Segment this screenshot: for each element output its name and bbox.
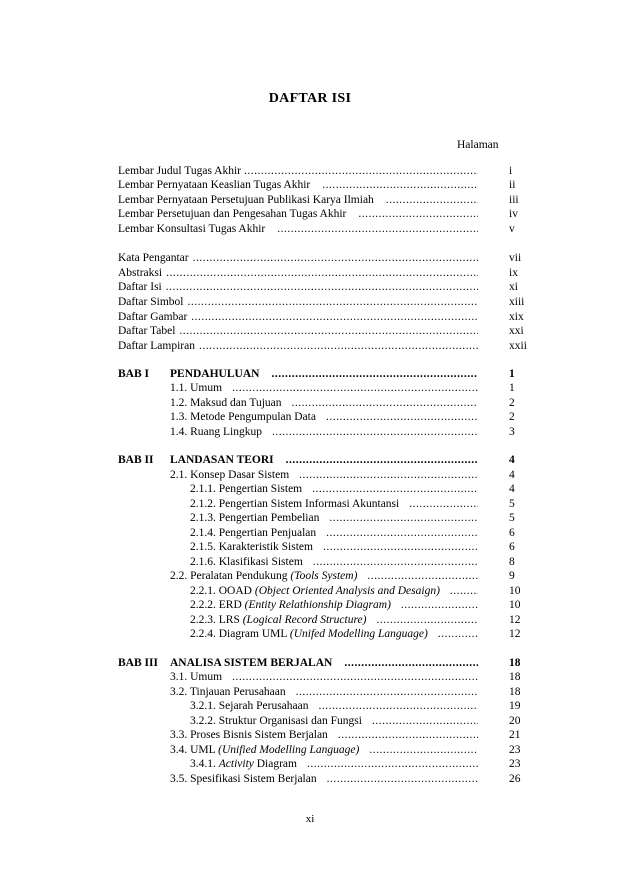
toc-entry-section bbox=[170, 410, 478, 425]
toc-entry-section bbox=[190, 757, 478, 772]
toc-entry-section bbox=[170, 728, 478, 743]
toc-entry-label bbox=[170, 656, 332, 671]
toc-entry-label bbox=[118, 266, 162, 281]
toc-entry-label bbox=[118, 178, 310, 193]
toc-entry-label bbox=[190, 540, 313, 555]
toc-entry-section bbox=[190, 627, 478, 642]
toc-entry-text: LANDASAN TEORI bbox=[170, 454, 274, 466]
toc-page-number: 10 bbox=[509, 599, 521, 611]
dot-leader bbox=[166, 266, 478, 281]
dot-leader bbox=[369, 743, 478, 758]
toc-entry-text: Lembar Persetujuan dan Pengesahan Tugas Akhir bbox=[118, 208, 347, 220]
toc-page-number: 2 bbox=[509, 397, 515, 409]
toc-entry-list bbox=[118, 266, 478, 281]
toc-entry-list bbox=[118, 251, 478, 266]
dot-leader bbox=[166, 280, 478, 295]
toc-entry-text: 2.1. Konsep Dasar Sistem bbox=[170, 469, 290, 481]
toc-entry-italic-text: (Logical Record Structure) bbox=[242, 614, 367, 626]
toc-entry-label bbox=[118, 164, 241, 179]
toc-page-number: vii bbox=[509, 252, 522, 264]
toc-page-number: 1 bbox=[509, 382, 515, 394]
dot-leader bbox=[313, 555, 478, 570]
toc-entry-section bbox=[170, 396, 478, 411]
dot-leader bbox=[191, 310, 478, 325]
dot-leader bbox=[344, 656, 478, 671]
toc-page-number: 21 bbox=[509, 729, 521, 741]
dot-leader bbox=[179, 324, 478, 339]
toc-page-number: 6 bbox=[509, 527, 515, 539]
toc-page-number: ix bbox=[509, 267, 518, 279]
toc-page-number: iii bbox=[509, 194, 519, 206]
chapter-title bbox=[170, 367, 478, 382]
toc-page-number: 12 bbox=[509, 614, 521, 626]
toc-entry-label bbox=[170, 728, 328, 743]
toc-entry-text: Abstraksi bbox=[118, 267, 163, 279]
toc-page-number: i bbox=[509, 165, 513, 177]
dot-leader bbox=[401, 598, 478, 613]
toc-entry-list bbox=[118, 280, 478, 295]
toc-entry-label bbox=[170, 772, 317, 787]
toc-entry-section bbox=[170, 569, 478, 584]
toc-entry-text: 3.3. Proses Bisnis Sistem Berjalan bbox=[170, 729, 328, 741]
dot-leader bbox=[338, 728, 478, 743]
dot-leader bbox=[232, 381, 478, 396]
toc-page-number: 19 bbox=[509, 700, 521, 712]
toc-entry-section bbox=[170, 425, 478, 440]
chapter-number: BAB II bbox=[118, 454, 154, 466]
toc-entry-text: 2.1.4. Pengertian Penjualan bbox=[190, 527, 317, 539]
dot-leader bbox=[386, 193, 478, 208]
toc-entry-text: 2.2.4. Diagram UML bbox=[190, 628, 287, 640]
toc-entry-label bbox=[118, 324, 175, 339]
toc-page-number: 8 bbox=[509, 556, 515, 568]
toc-entry-front-matter bbox=[118, 164, 478, 179]
dot-leader bbox=[292, 396, 479, 411]
dot-leader bbox=[358, 207, 478, 222]
toc-entry-section bbox=[190, 584, 478, 599]
chapter-title bbox=[170, 453, 478, 468]
toc-entry-text: 2.2.3. LRS bbox=[190, 614, 240, 626]
toc-entry-text: 2.1.2. Pengertian Sistem Informasi Akuntansi bbox=[190, 498, 400, 510]
toc-page-number: xiii bbox=[509, 296, 525, 308]
dot-leader bbox=[296, 685, 478, 700]
toc-page-number: 18 bbox=[509, 671, 521, 683]
toc-entry-text: 2.2.1. OOAD bbox=[190, 585, 252, 597]
toc-entry-label bbox=[190, 627, 428, 642]
toc-entry-label bbox=[118, 193, 374, 208]
toc-entry-section bbox=[190, 598, 478, 613]
toc-entry-text: 1.2. Maksud dan Tujuan bbox=[170, 397, 282, 409]
toc-entry-text: Daftar Isi bbox=[118, 281, 162, 293]
toc-entry-italic-text: (Unifed Modelling Language) bbox=[289, 628, 428, 640]
toc-entry-label bbox=[170, 743, 359, 758]
toc-page-number: iv bbox=[509, 208, 518, 220]
dot-leader bbox=[409, 497, 478, 512]
toc-entry-label bbox=[170, 367, 259, 382]
toc-page-number: xxi bbox=[509, 325, 524, 337]
toc-entry-text: Diagram bbox=[256, 758, 297, 770]
toc-entry-italic-text: (Entity Relathionship Diagram) bbox=[244, 599, 391, 611]
toc-entry-text: 2.1.6. Klasifikasi Sistem bbox=[190, 556, 303, 568]
chapter-title bbox=[170, 656, 478, 671]
toc-entry-section bbox=[170, 685, 478, 700]
dot-leader bbox=[329, 511, 478, 526]
toc-page-number: 26 bbox=[509, 773, 521, 785]
toc-page-number: xxii bbox=[509, 340, 527, 352]
toc-entry-label bbox=[170, 410, 316, 425]
toc-entry-label bbox=[118, 295, 183, 310]
page-number-footer: xi bbox=[305, 813, 315, 825]
toc-entry-front-matter bbox=[118, 222, 478, 237]
page-title: DAFTAR ISI bbox=[268, 91, 352, 106]
toc-entry-list bbox=[118, 295, 478, 310]
dot-leader bbox=[326, 526, 478, 541]
toc-entry-text: Lembar Judul Tugas Akhir bbox=[118, 165, 241, 177]
toc-entry-label bbox=[170, 569, 357, 584]
toc-entry-label bbox=[190, 757, 297, 772]
toc-entry-section bbox=[190, 482, 478, 497]
toc-page-number: 3 bbox=[509, 426, 515, 438]
toc-entry-section bbox=[170, 381, 478, 396]
toc-entry-text: 2.2. Peralatan Pendukung bbox=[170, 570, 288, 582]
toc-entry-text: 3.2.1. Sejarah Perusahaan bbox=[190, 700, 309, 712]
toc-page-number: v bbox=[509, 223, 515, 235]
dot-leader bbox=[271, 367, 478, 382]
dot-leader bbox=[272, 425, 478, 440]
toc-entry-label bbox=[170, 453, 274, 468]
toc-entry-section bbox=[190, 699, 478, 714]
toc-page-number: 4 bbox=[509, 469, 515, 481]
toc-page-number: 20 bbox=[509, 715, 521, 727]
toc-entry-section bbox=[170, 468, 478, 483]
toc-entry-label bbox=[190, 511, 319, 526]
toc-entry-label bbox=[190, 482, 302, 497]
halaman-header: Halaman bbox=[457, 139, 499, 151]
toc-entry-text: 3.5. Spesifikasi Sistem Berjalan bbox=[170, 773, 317, 785]
toc-page-number: 9 bbox=[509, 570, 515, 582]
toc-page-number: xi bbox=[509, 281, 518, 293]
dot-leader bbox=[232, 670, 478, 685]
toc-entry-section bbox=[190, 511, 478, 526]
dot-leader bbox=[367, 569, 478, 584]
toc-entry-label bbox=[190, 526, 316, 541]
toc-page-number: 6 bbox=[509, 541, 515, 553]
toc-entry-text: 3.1. Umum bbox=[170, 671, 223, 683]
dot-leader bbox=[312, 482, 478, 497]
toc-entry-italic-text: (Unified Modelling Language) bbox=[218, 744, 360, 756]
toc-entry-label bbox=[190, 613, 366, 628]
dot-leader bbox=[187, 295, 478, 310]
toc-page-number: 4 bbox=[509, 483, 515, 495]
toc-entry-label bbox=[118, 339, 195, 354]
toc-page-number: 12 bbox=[509, 628, 521, 640]
toc-entry-front-matter bbox=[118, 193, 478, 208]
toc-entry-text: Daftar Simbol bbox=[118, 296, 184, 308]
toc-page-number: 1 bbox=[509, 368, 515, 380]
chapter-number: BAB III bbox=[118, 657, 158, 669]
toc-entry-italic-text: (Object Oriented Analysis and Desaign) bbox=[254, 585, 440, 597]
toc-entry-label bbox=[170, 381, 222, 396]
toc-entry-section bbox=[170, 743, 478, 758]
toc-entry-text: 3.4.1. bbox=[190, 758, 216, 770]
toc-entry-text: 2.2.2. ERD bbox=[190, 599, 242, 611]
dot-leader bbox=[299, 468, 478, 483]
dot-leader bbox=[327, 772, 478, 787]
toc-entry-label bbox=[170, 685, 286, 700]
toc-page-number: 10 bbox=[509, 585, 521, 597]
toc-entry-label bbox=[190, 555, 303, 570]
dot-leader bbox=[376, 613, 478, 628]
toc-page-number: 23 bbox=[509, 744, 521, 756]
toc-entry-label bbox=[118, 251, 189, 266]
dot-leader bbox=[286, 453, 478, 468]
toc-entry-label bbox=[118, 222, 265, 237]
toc-page-number: 18 bbox=[509, 657, 521, 669]
toc-entry-italic-text: Activity bbox=[218, 758, 254, 770]
toc-entry-text: PENDAHULUAN bbox=[170, 368, 260, 380]
dot-leader bbox=[307, 757, 478, 772]
toc-page-number: xix bbox=[509, 311, 524, 323]
toc-entry-text: 3.2. Tinjauan Perusahaan bbox=[170, 686, 286, 698]
toc-entry-text: 2.1.5. Karakteristik Sistem bbox=[190, 541, 313, 553]
toc-entry-section bbox=[190, 497, 478, 512]
toc-entry-label bbox=[190, 714, 362, 729]
toc-entry-section bbox=[190, 613, 478, 628]
dot-leader bbox=[323, 540, 478, 555]
toc-entry-text: 1.1. Umum bbox=[170, 382, 223, 394]
toc-entry-text: Lembar Konsultasi Tugas Akhir bbox=[118, 223, 266, 235]
toc-entry-label bbox=[170, 425, 262, 440]
toc-entry-text: ANALISA SISTEM BERJALAN bbox=[170, 657, 333, 669]
toc-entry-text: Daftar Tabel bbox=[118, 325, 176, 337]
toc-entry-text: 1.3. Metode Pengumpulan Data bbox=[170, 411, 316, 423]
toc-entry-label bbox=[118, 207, 346, 222]
toc-entry-text: Kata Pengantar bbox=[118, 252, 189, 264]
toc-entry-label bbox=[118, 310, 187, 325]
toc-entry-label bbox=[190, 584, 440, 599]
toc-page-number: 5 bbox=[509, 512, 515, 524]
toc-entry-text: 2.1.1. Pengertian Sistem bbox=[190, 483, 303, 495]
toc-entry-list bbox=[118, 324, 478, 339]
toc-entry-text: 3.2.2. Struktur Organisasi dan Fungsi bbox=[190, 715, 362, 727]
dot-leader bbox=[244, 164, 478, 179]
toc-entry-label bbox=[190, 497, 399, 512]
toc-entry-text: 3.4. UML bbox=[170, 744, 216, 756]
dot-leader bbox=[193, 251, 478, 266]
toc-entry-text: Lembar Pernyataan Keaslian Tugas Akhir bbox=[118, 179, 311, 191]
toc-page-number: 4 bbox=[509, 454, 515, 466]
toc-entry-list bbox=[118, 310, 478, 325]
toc-entry-label bbox=[170, 670, 222, 685]
toc-entry-label bbox=[190, 598, 391, 613]
chapter-number: BAB I bbox=[118, 368, 149, 380]
toc-entry-section bbox=[190, 526, 478, 541]
toc-entry-list bbox=[118, 339, 478, 354]
toc-entry-text: Daftar Gambar bbox=[118, 311, 188, 323]
toc-page-number: ii bbox=[509, 179, 516, 191]
dot-leader bbox=[372, 714, 478, 729]
toc-entry-label bbox=[118, 280, 162, 295]
toc-entry-label bbox=[170, 468, 289, 483]
dot-leader bbox=[438, 627, 478, 642]
toc-entry-text: Daftar Lampiran bbox=[118, 340, 195, 352]
toc-page-number: 2 bbox=[509, 411, 515, 423]
dot-leader bbox=[199, 339, 478, 354]
toc-entry-section bbox=[190, 714, 478, 729]
toc-page-number: 18 bbox=[509, 686, 521, 698]
toc-entry-front-matter bbox=[118, 207, 478, 222]
dot-leader bbox=[326, 410, 478, 425]
toc-entry-label bbox=[190, 699, 308, 714]
toc-entry-section bbox=[170, 772, 478, 787]
toc-entry-front-matter bbox=[118, 178, 478, 193]
toc-entry-section bbox=[190, 540, 478, 555]
toc-entry-section bbox=[170, 670, 478, 685]
toc-entry-text: 1.4. Ruang Lingkup bbox=[170, 426, 262, 438]
dot-leader bbox=[322, 178, 478, 193]
toc-page-number: 23 bbox=[509, 758, 521, 770]
toc-entry-italic-text: (Tools System) bbox=[290, 570, 358, 582]
dot-leader bbox=[450, 584, 478, 599]
dot-leader bbox=[277, 222, 478, 237]
toc-page-number: 5 bbox=[509, 498, 515, 510]
toc-entry-section bbox=[190, 555, 478, 570]
dot-leader bbox=[318, 699, 478, 714]
toc-entry-text: Lembar Pernyataan Persetujuan Publikasi Karya Ilmiah bbox=[118, 194, 374, 206]
toc-entry-text: 2.1.3. Pengertian Pembelian bbox=[190, 512, 320, 524]
toc-entry-label bbox=[170, 396, 282, 411]
